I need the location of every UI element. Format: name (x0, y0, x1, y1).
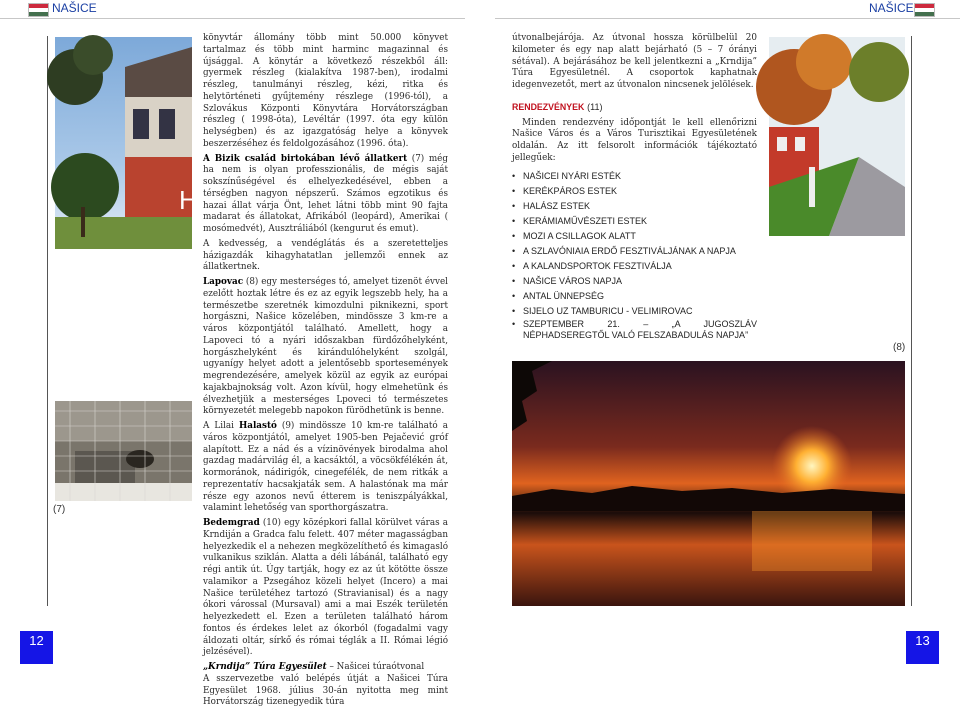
paragraph-halasto: A Lilai Halastó (9) mindössze 10 km-re található a város központjától, amelyet 1905-ben Pejačević gróf alapított. Ez a nád és a vízinövények birodalma ahol gazdag madárvilág él, a kacsáktól, a vöcsökfélékén át, kormoránok, nádirigók, cinegefélék, de nem ritkák a reprezentatív hacsakjaták sem. A halastónak ma már része egy azonos nevű étterem is teniszpályákkal, valamint lehetőség van sporthorgászatra. (203, 421, 448, 514)
list-item: • A SZLAVÓNIAIA ERDŐ FESZTIVÁLJÁNAK A NAPJA (512, 244, 757, 259)
paragraph-trail: útvonalbejárója. Az útvonal hossza körülbelül 20 kilometer és egy nap alatt bejárható (5 – 7 órányi sétával). A bejárásához be kell jelentkezni a „Krndija” Túra Egyesületnél. A csoportok kaphatnak idegenvezetőt, mert az útvonalon nincsenek jelölések. (512, 33, 757, 90)
events-list (512, 169, 757, 341)
left-text-column (203, 33, 448, 709)
hungarian-flag-icon (28, 3, 49, 17)
header-rule-right (495, 18, 960, 19)
right-margin-line (911, 36, 912, 606)
paragraph-lapovac: Lapovac (8) egy mesterséges tó, amelyet tizenöt évvel ezelőtt hoztak létre és ez az egyik legszebb hely, ha a természetbe szeretnék kimozdulni piknikezni, sport horgászni, Našice közelében, mindössze 3 km-re a város központjától található. Amellett, hogy a Lapoveci tó a nyári időszakban fürdőzőhelyként, horgászhelyként és kirándulóhelyként szolgál, ugyanígy helyet adott a jelentősebb sportesemények megrendezésére, amelyek közül az egyik az európai kajakbajnokság volt. Azon kívül, hogy elmehetünk és élvezhetjük a mesterséges Lpoveci tó természetes környezetét melegebb napokon fürödhetünk is benne. (203, 277, 448, 417)
page-number-left: 12 (20, 631, 53, 664)
page-number-right: 13 (906, 631, 939, 664)
list-item: • NAŠICEI NYÁRI ESTÉK (512, 169, 757, 184)
list-item: • MOZI A CSILLAGOK ALATT (512, 229, 757, 244)
paragraph-krndija: „Krndija” Túra Egyesület – Našicei túraótvonal (203, 662, 425, 672)
svg-text:H: H (179, 185, 198, 215)
photo-caption-7: (7) (53, 504, 66, 515)
zoo-title: A Bizik család birtokában lévő állatkert (203, 153, 408, 164)
left-margin-line (47, 36, 48, 606)
paragraph-library: könyvtár állomány több mint 50.000 könyvet tartalmaz és több mint harminc magazinnal és újsággal. A könytár a következő részekből áll: gyermek részleg (kialakítva 1987-ben), irodalmi részleg, tanulmányi részleg, kézi, ritka és helytörténeti gyűjtemény részlege (1996-tól), a Szlovákus Központi Könyvtára Horvátországban részleg ( 1998-óta), Levéltár (1997. óta egy külön helységben) és az igazgatóság helye a könyvek beszerzéséhez és feldolgozásához (1996. óta). (203, 33, 448, 149)
list-item: • ANTAL ÜNNEPSÉG (512, 289, 757, 304)
lapovac-title: Lapovac (203, 277, 244, 287)
photo-caption-8: (8) (893, 342, 906, 353)
paragraph-bedemgrad: Bedemgrad (10) egy középkori fallal körülvet váras a Krndiján a Gradca falu felett. 407 méter magasságban helyezkedik el a nehezen megközelíthető és kimagasló vulkanikus sziklán. Alatta a déli lábánál, található egy régi antik út. Úgy tartják, hogy ez az út kötötte össze valamikor a Pzsegához közeli helyet (Incero) a mai Našice területéhez tartozó (Stravianisal) és a nagy ókori várossal (Mursaval) ami a mai Eszék területén helyezkedett el. Ezen a területen található három fontos és érdekes lelet az ókorból (fogadalmi vagy áldozati oltár, sírkő és római téglák a II. Római légió jelzésével). (203, 518, 448, 658)
header-title-right: NAŠICE (869, 1, 914, 15)
right-text-column (512, 33, 757, 341)
events-intro: Minden rendezvény időpontját le kell ellenőrizni Našice Város és a Város Turisztikai Egyesületének oldalán. Az itt felsorolt információk tájékoztató jellegűek: (512, 117, 757, 163)
list-item: • SZEPTEMBER 21. – „A JUGOSZLÁV NÉPHADSEREGTŐL VALÓ FELSZABADULÁS NAPJA” (512, 319, 757, 341)
paragraph-krndija-detail: A sszervezetbe való belépés útját a Našicei Túra Egyesület 1968. július 30-án nyitotta meg mint Horvátország tizenegyedik túra (203, 673, 448, 708)
paragraph-zoo: A Bizik család birtokában lévő állatkert (7) még ha nem is olyan professzionális, de mégis saját sokszínűségével és elhelyezkedésével, ebben a térségben nagyon népszerű. Számos egzotikus és hazai állat várja Önt, lehet látni több mint 90 fajta madarat és állatokat, Afrikából (leopárd), Amerikai ( mosómedvét), Ausztráliából (kengurut és emut). (203, 153, 449, 234)
zoo-enclosure-photo (55, 401, 192, 501)
list-item: • NAŠICE VÁROS NAPJA (512, 274, 757, 289)
list-item: • A KALANDSPORTOK FESZTIVÁLJA (512, 259, 757, 274)
bedemgrad-title: Bedemgrad (203, 518, 260, 528)
list-item: • KERÁMIAMŰVÉSZETI ESTEK (512, 214, 757, 229)
krndija-title: „Krndija” Túra Egyesület (203, 662, 327, 672)
paragraph-zoo-hosts: A kedvesség, a vendéglátás és a szeretetteljes házigazdák kihagyhatatlan jellemzői ennek az állatkertnek. (203, 238, 448, 273)
library-building-photo (55, 37, 198, 249)
lake-sunset-photo (512, 361, 905, 606)
list-item: • HALÁSZ ESTEK (512, 199, 757, 214)
halasto-title: Halastó (238, 421, 277, 431)
list-item: • SIJELO UZ TAMBURICU - VELIMIROVAC (512, 304, 757, 319)
street-photo (769, 37, 905, 236)
header-rule-left (0, 18, 465, 19)
list-item: • KERÉKPÁROS ESTEK (512, 184, 757, 199)
header-title-left: NAŠICE (52, 1, 97, 15)
events-heading: RENDEZVÉNYEK (11) (512, 101, 603, 112)
hungarian-flag-icon (914, 3, 935, 17)
